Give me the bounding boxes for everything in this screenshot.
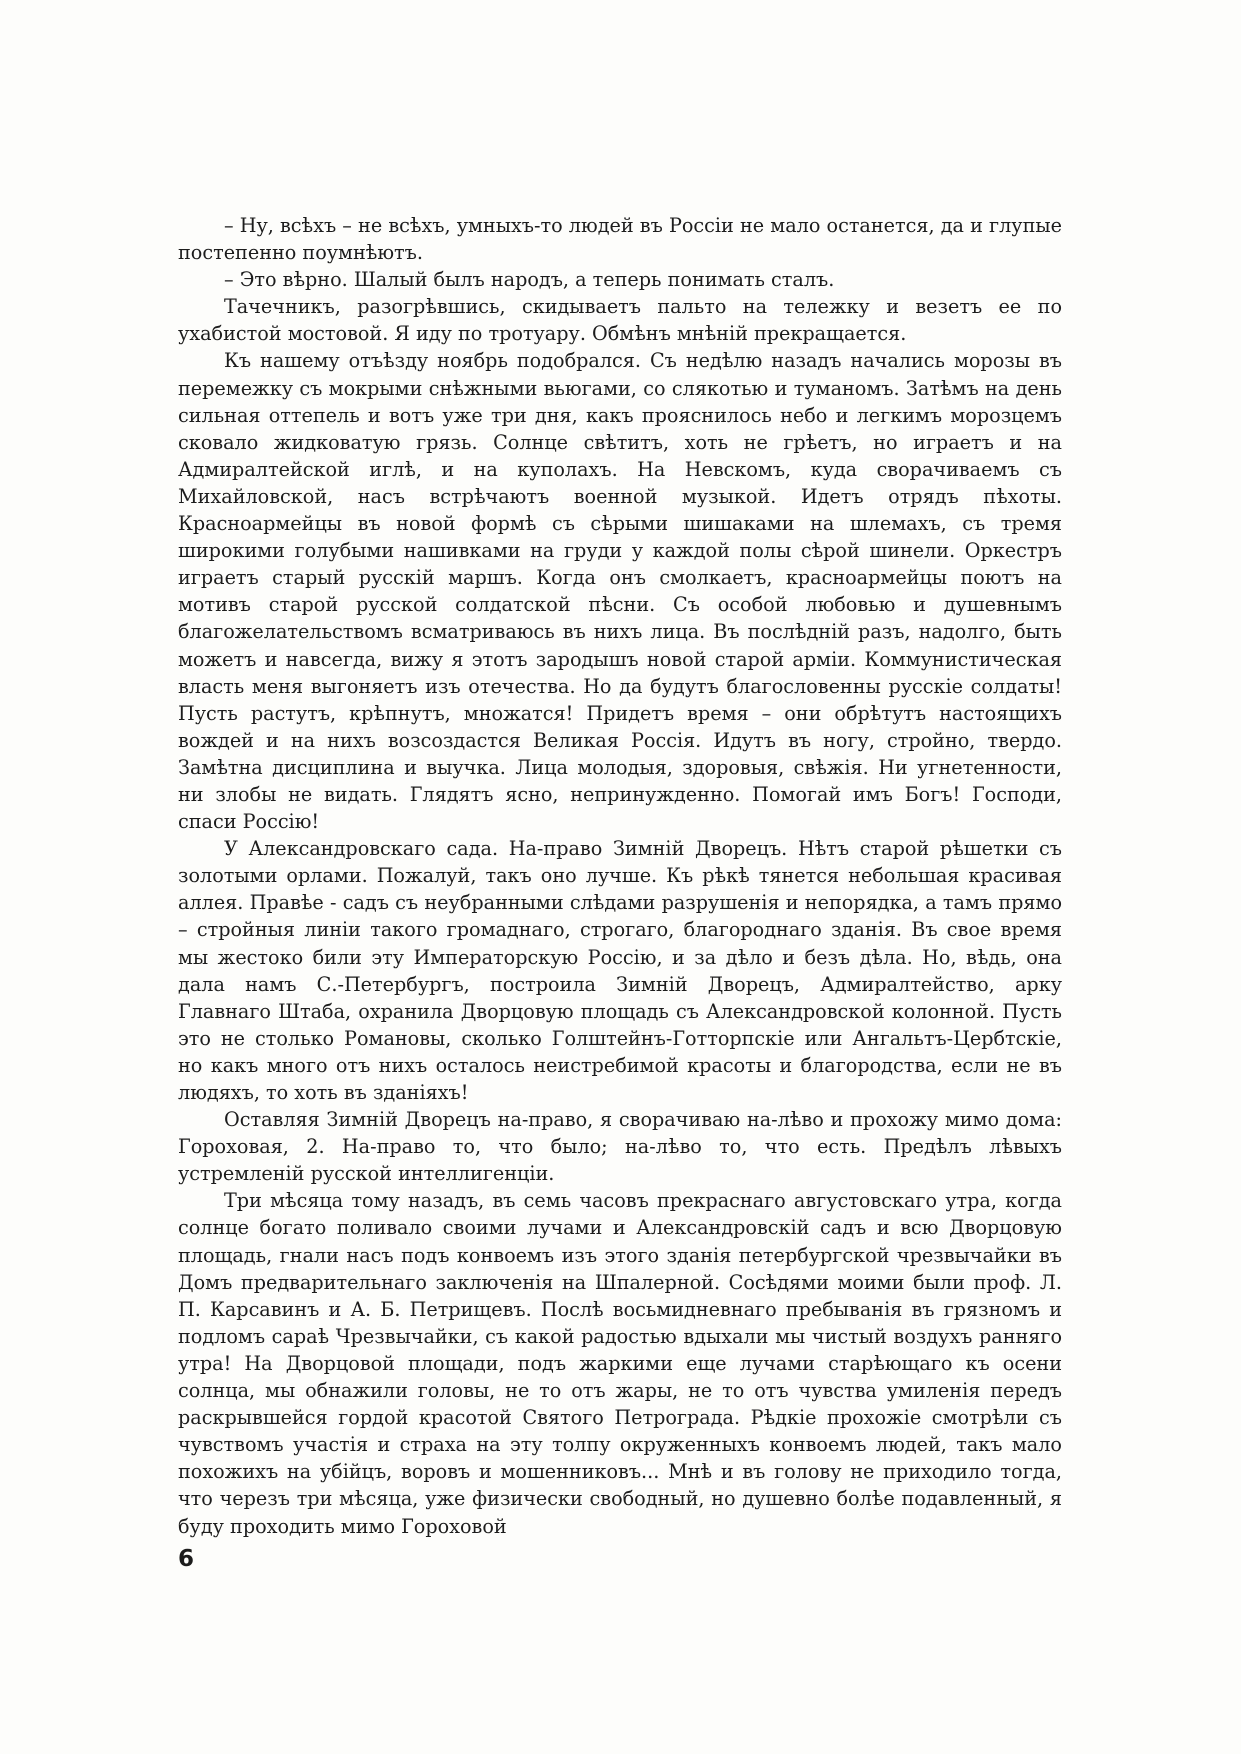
page-number: 6 bbox=[178, 1546, 195, 1572]
paragraph: Къ нашему отъѣзду ноябрь подобрался. Съ недѣлю назадъ начались морозы въ перемежку съ мокрыми снѣжными вьюгами, со слякотью и туманомъ. Затѣмъ на день сильная оттепель и вотъ уже три дня, какъ прояснилось небо и легкимъ морозцемъ сковало жидковатую грязь. Солнце свѣтитъ, хоть не грѣетъ, но играетъ и на Адмиралтейской иглѣ, и на куполахъ. На Невскомъ, куда сворачиваемъ съ Михайловской, насъ встрѣчаютъ военной музыкой. Идетъ отрядъ пѣхоты. Красноармейцы въ новой формѣ съ сѣрыми шишаками на шлемахъ, съ тремя широкими голубыми нашивками на груди у каждой полы сѣрой шинели. Оркестръ играетъ старый русскій маршъ. Когда онъ смолкаетъ, красноармейцы поютъ на мотивъ старой русской солдатской пѣсни. Съ особой любовью и душевнымъ благожелательствомъ всматриваюсь въ нихъ лица. Въ послѣдній разъ, надолго, быть можетъ и навсегда, вижу я этотъ зародышъ новой старой арміи. Коммунистическая власть меня выгоняетъ изъ отечества. Но да будутъ благословенны русскіе солдаты! Пусть растутъ, крѣпнутъ, множатся! Придетъ время – они обрѣтутъ настоящихъ вождей и на нихъ возсоздастся Великая Россія. Идутъ въ ногу, стройно, твердо. Замѣтна дисциплина и выучка. Лица молодыя, здоровыя, свѣжія. Ни угнетенности, ни злобы не видать. Глядятъ ясно, непринужденно. Помогай имъ Богъ! Господи, спаси Россію! bbox=[178, 349, 1062, 834]
paragraph: У Александровскаго сада. На-право Зимній Дворецъ. Нѣтъ старой рѣшетки съ золотыми орлами. Пожалуй, такъ оно лучше. Къ рѣкѣ тянется небольшая красивая аллея. Правѣе - садъ съ неубранными слѣдами разрушенія и непорядка, а тамъ прямо – стройныя линіи такого громаднаго, строгаго, благороднаго зданія. Въ свое время мы жестоко били эту Императорскую Россію, и за дѣло и безъ дѣла. Но, вѣдь, она дала намъ С.-Петербургъ, построила Зимній Дворецъ, Адмиралтейство, арку Главнаго Штаба, охранила Дворцовую площадь съ Александровской колонной. Пусть это не столько Романовы, сколько Голштейнъ-Готторпскіе или Ангальтъ-Цербтскіе, но какъ много отъ нихъ осталось неистребимой красоты и благородства, если не въ людяхъ, то хоть въ зданіяхъ! bbox=[178, 837, 1062, 1104]
paragraph: – Это вѣрно. Шалый былъ народъ, а теперь понимать сталъ. bbox=[224, 268, 835, 292]
body-text bbox=[178, 212, 1062, 1540]
paragraph: Тачечникъ, разогрѣвшись, скидываетъ пальто на тележку и везетъ ее по ухабистой мостовой. Я иду по тротуару. Обмѣнъ мнѣній прекращается. bbox=[178, 295, 1062, 346]
paragraph: Три мѣсяца тому назадъ, въ семь часовъ прекраснаго августовскаго утра, когда солнце богато поливало своими лучами и Александровскій садъ и всю Дворцовую площадь, гнали насъ подъ конвоемъ изъ этого зданія петербургской чрезвычайки въ Домъ предварительнаго заключенія на Шпалерной. Сосѣдями моими были проф. Л. П. Карсавинъ и А. Б. Петрищевъ. Послѣ восьмидневнаго пребыванія въ грязномъ и подломъ сараѣ Чрезвычайки, съ какой радостью вдыхали мы чистый воздухъ ранняго утра! На Дворцовой площади, подъ жаркими еще лучами старѣющаго къ осени солнца, мы обнажили головы, не то отъ жары, не то отъ чувства умиленія передъ раскрывшейся гордой красотой Святого Петрограда. Рѣдкіе прохожіе смотрѣли съ чувствомъ участія и страха на эту толпу окруженныхъ конвоемъ людей, такъ мало похожихъ на убійцъ, воровъ и мошенниковъ... Мнѣ и въ голову не приходило тогда, что черезъ три мѣсяца, уже физически свободный, но душевно болѣе подавленный, я буду проходить мимо Гороховой bbox=[178, 1189, 1062, 1538]
paragraph: – Ну, всѣхъ – не всѣхъ, умныхъ-то людей въ Россіи не мало останется, да и глупые постепенно поумнѣютъ. bbox=[178, 214, 1062, 265]
paragraph: Оставляя Зимній Дворецъ на-право, я сворачиваю на-лѣво и прохожу мимо дома: Гороховая, 2. На-право то, что было; на-лѣво то, что есть. Предѣлъ лѣвыхъ устремленій русской интеллигенціи. bbox=[178, 1108, 1062, 1186]
